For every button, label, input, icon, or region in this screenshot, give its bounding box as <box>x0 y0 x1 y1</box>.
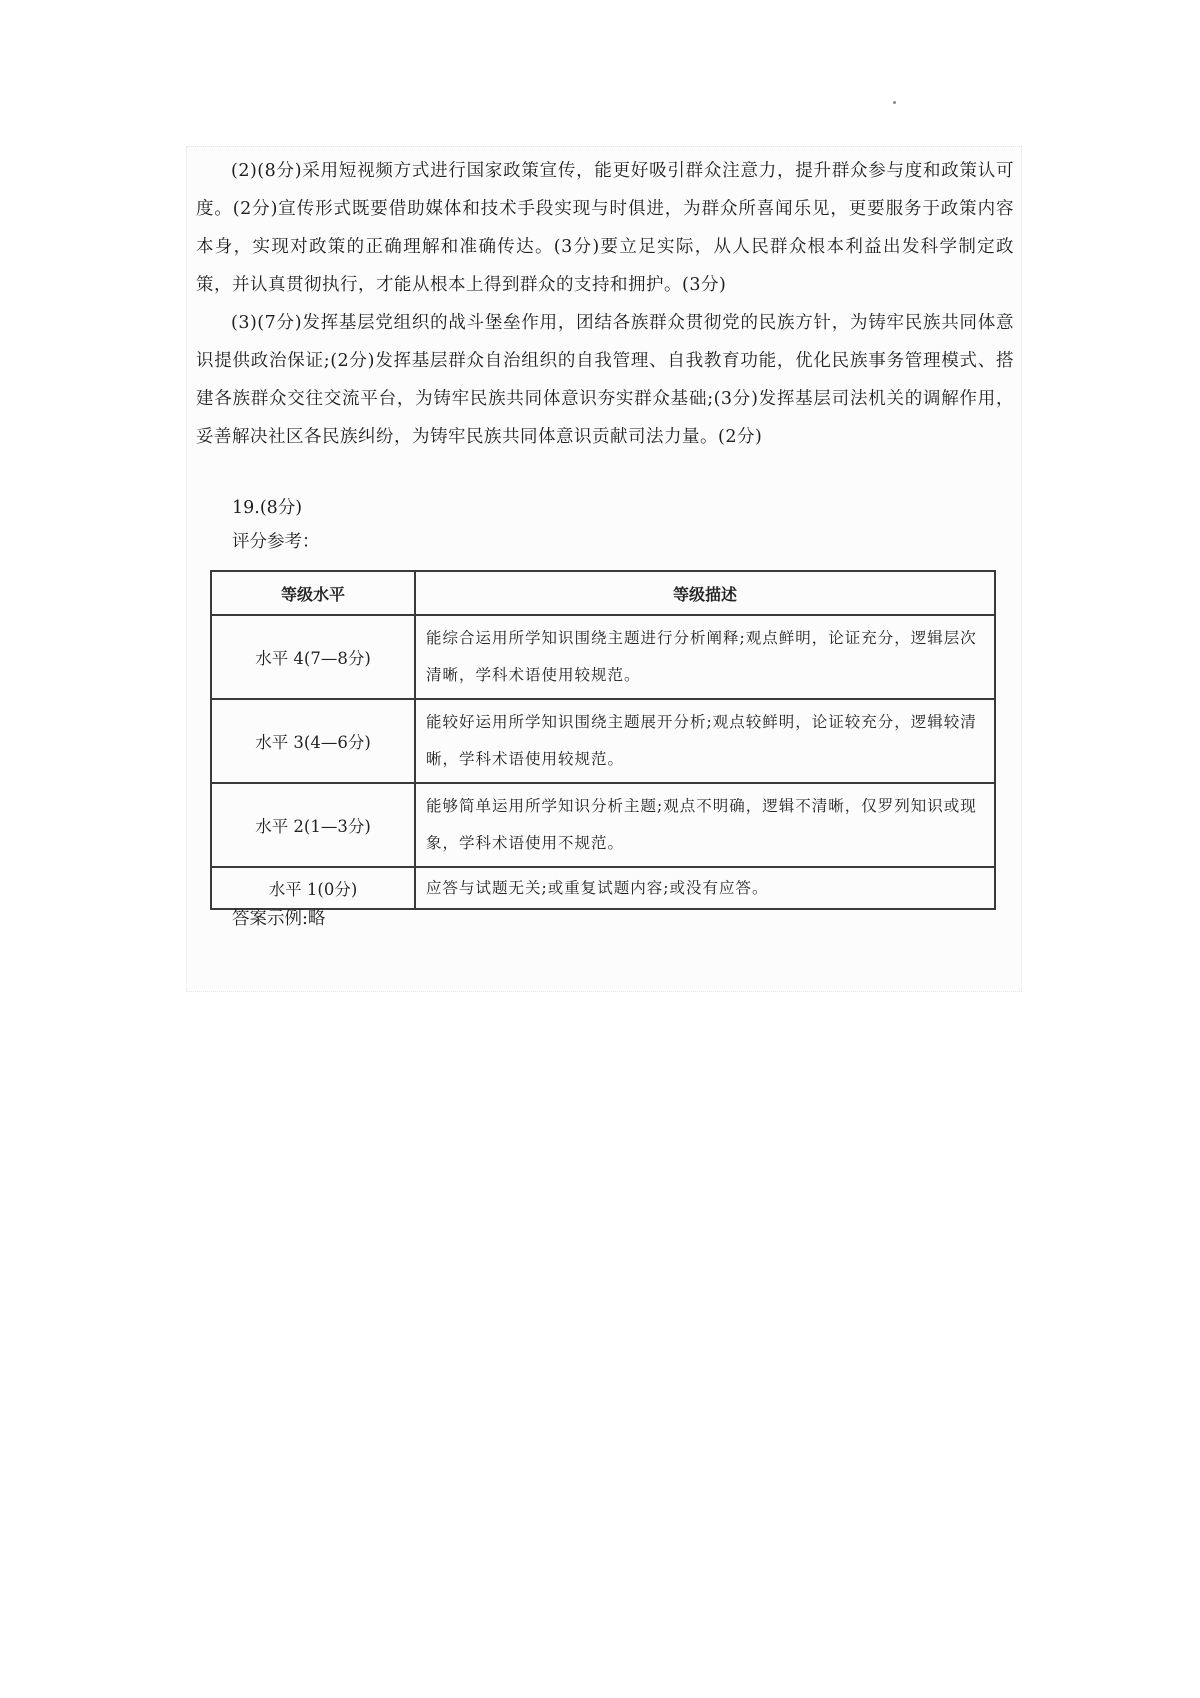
grading-table-header-row <box>211 571 995 615</box>
table-row <box>211 615 995 699</box>
answer-3-paragraph: (3)(7分)发挥基层党组织的战斗堡垒作用，团结各族群众贯彻党的民族方针，为铸牢民族共同体意识提供政治保证;(2分)发挥基层群众自治组织的自我管理、自我教育功能，优化民族事务管理模式、搭建各族群众交往交流平台，为铸牢民族共同体意识夯实群众基础;(3分)发挥基层司法机关的调解作用，妥善解决社区各民族纠纷，为铸牢民族共同体意识贡献司法力量。(2分) <box>196 313 1014 447</box>
description-cell: 能够简单运用所学知识分析主题;观点不明确，逻辑不清晰，仅罗列知识或现象，学科术语使用不规范。 <box>415 783 995 867</box>
description-cell: 应答与试题无关;或重复试题内容;或没有应答。 <box>415 867 995 909</box>
level-cell: 水平 3(4—6分) <box>211 699 415 783</box>
description-column-header: 等级描述 <box>415 571 995 615</box>
scoring-reference-label: 评分参考： <box>232 532 320 552</box>
grading-table <box>210 570 996 910</box>
level-column-header: 等级水平 <box>211 571 415 615</box>
level-cell: 水平 1(0分) <box>211 867 415 909</box>
question-19-heading: 19.(8分) <box>232 498 303 518</box>
description-cell: 能综合运用所学知识围绕主题进行分析阐释;观点鲜明，论证充分，逻辑层次清晰，学科术语使用较规范。 <box>415 615 995 699</box>
table-row <box>211 783 995 867</box>
table-row <box>211 699 995 783</box>
level-cell: 水平 2(1—3分) <box>211 783 415 867</box>
level-cell: 水平 4(7—8分) <box>211 615 415 699</box>
table-row <box>211 867 995 909</box>
answer-example-line: 答案示例:略 <box>232 909 326 929</box>
description-cell: 能较好运用所学知识围绕主题展开分析;观点较鲜明，论证较充分，逻辑较清晰，学科术语使用较规范。 <box>415 699 995 783</box>
scan-speck <box>893 101 896 104</box>
answer-2-paragraph: (2)(8分)采用短视频方式进行国家政策宣传，能更好吸引群众注意力，提升群众参与度和政策认可度。(2分)宣传形式既要借助媒体和技术手段实现与时俱进，为群众所喜闻乐见，更要服务于政策内容本身，实现对政策的正确理解和准确传达。(3分)要立足实际，从人民群众根本利益出发科学制定政策，并认真贯彻执行，才能从根本上得到群众的支持和拥护。(3分) <box>196 161 1014 295</box>
